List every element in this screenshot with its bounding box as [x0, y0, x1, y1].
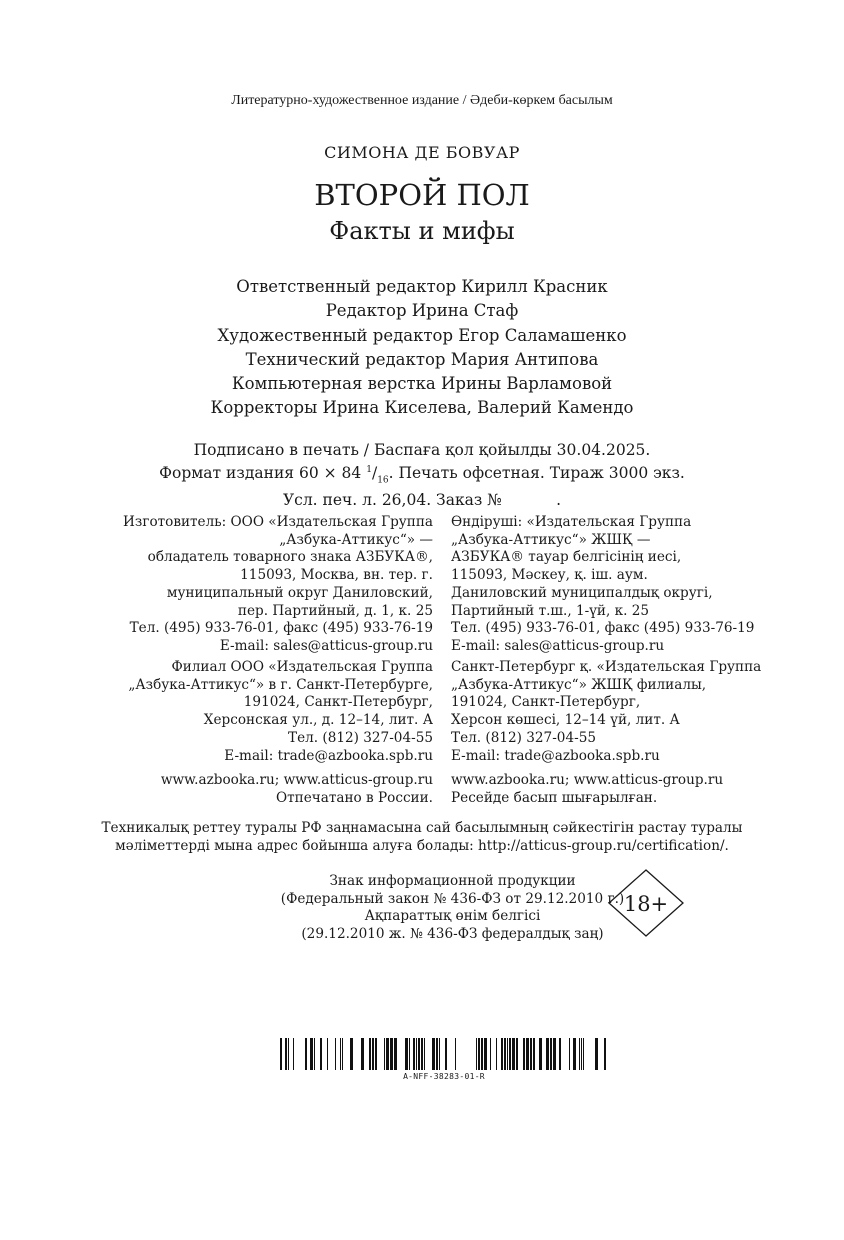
manufacturer-kz-line: 115093, Мәскеу, қ. іш. аум. — [451, 567, 648, 584]
barcode-bar — [569, 1038, 570, 1070]
branch-kz-line: „Азбука-Аттикус“» ЖШҚ филиалы, — [451, 676, 707, 693]
barcode-bar — [550, 1038, 552, 1070]
web-ru — [100, 772, 433, 807]
manufacturer-ru-line: E-mail: sales@atticus-group.ru — [219, 637, 433, 654]
manufacturer-ru-line: Тел. (495) 933-76-01, факс (495) 933-76-19 — [129, 620, 433, 637]
barcode-bar — [509, 1038, 511, 1070]
format-denominator: 16 — [377, 475, 389, 486]
credit-line: Корректоры Ирина Киселева, Валерий Камендо — [210, 398, 634, 418]
barcode-bar — [424, 1038, 425, 1070]
barcode-bar — [418, 1038, 420, 1070]
book-title: ВТОРОЙ ПОЛ — [314, 178, 530, 212]
branch-kz-line: E-mail: trade@azbooka.spb.ru — [451, 747, 660, 764]
age-rating-text: 18+ — [623, 892, 669, 916]
barcode-bar — [361, 1038, 364, 1070]
branch-kz-line: Херсон көшесі, 12–14 үй, лит. А — [451, 712, 680, 729]
barcode-bar — [478, 1038, 480, 1070]
web-kz-line: Ресейде басып шығарылған. — [451, 789, 658, 806]
signed-line: Подписано в печать / Баспаға қол қойылды 30.04.2025. — [193, 441, 651, 459]
barcode-bar — [375, 1038, 377, 1070]
barcode-bar — [288, 1038, 289, 1070]
credit-line: Ответственный редактор Кирилл Красник — [236, 277, 608, 296]
barcode-bar — [581, 1038, 582, 1070]
barcode-bar — [369, 1038, 371, 1070]
info-mark-line: (29.12.2010 ж. № 436-ФЗ федералдық заң) — [301, 925, 604, 942]
barcode-bar — [504, 1038, 506, 1070]
credit-line: Компьютерная верстка Ирины Варламовой — [231, 374, 613, 394]
manufacturer-kz-line: Тел. (495) 933-76-01, факс (495) 933-76-19 — [451, 620, 755, 637]
barcode-bar — [439, 1038, 440, 1070]
manufacturer-kz-line: Партийный т.ш., 1-үй, к. 25 — [451, 602, 650, 619]
web-kz-line: www.azbooka.ru; www.atticus-group.ru — [451, 772, 724, 788]
web-ru-line: www.azbooka.ru; www.atticus-group.ru — [160, 772, 433, 788]
barcode-bar — [530, 1038, 532, 1070]
barcode-bar — [455, 1038, 456, 1070]
credit-line: Художественный редактор Егор Саламашенко — [217, 325, 627, 345]
barcode-bar — [579, 1038, 580, 1070]
barcode-bar — [501, 1038, 503, 1070]
manufacturer-ru-line: „Азбука-Аттикус“» — — [279, 531, 433, 548]
barcode-bar — [394, 1038, 397, 1070]
manufacturer-kz — [451, 514, 781, 656]
manufacturer-ru-line: Изготовитель: ООО «Издательская Группа — [123, 514, 433, 530]
info-mark-line: Ақпараттық өнім белгісі — [364, 908, 541, 924]
manufacturer-ru — [100, 514, 433, 656]
barcode-bar — [372, 1038, 374, 1070]
web-ru-line: Отпечатано в России. — [275, 789, 433, 806]
info-mark-line: (Федеральный закон № 436-ФЗ от 29.12.2010 г.) — [280, 890, 625, 907]
barcode-text: A-NFF-38283-01-R — [403, 1072, 485, 1081]
author-name: СИМОНА ДЕ БОВУАР — [324, 143, 520, 162]
barcode — [280, 1038, 608, 1070]
print-details — [0, 441, 844, 511]
format-line: Формат издания 60 × 84 $^1/_{16}$. Печать офсетная. Тираж 3000 экз. — [159, 463, 685, 486]
barcode-bar — [546, 1038, 549, 1070]
barcode-bar — [507, 1038, 508, 1070]
format-numerator: 1 — [366, 464, 372, 475]
barcode-bar — [476, 1038, 477, 1070]
barcode-bar — [595, 1038, 598, 1070]
barcode-bar — [335, 1038, 336, 1070]
branch-kz-line: 191024, Санкт-Петербург, — [451, 694, 641, 711]
web-kz — [451, 772, 781, 807]
credits-block — [0, 275, 844, 421]
barcode-bar — [516, 1038, 518, 1070]
format-suffix: . Печать офсетная. Тираж 3000 экз. — [388, 463, 685, 482]
branch-ru-line: 191024, Санкт-Петербург, — [243, 694, 433, 711]
certification-line: Техникалық реттеу туралы РФ заңнамасына сай басылымның сәйкестігін растау туралы — [101, 820, 743, 836]
barcode-bar — [553, 1038, 556, 1070]
barcode-bar — [481, 1038, 483, 1070]
barcode-bar — [342, 1038, 343, 1070]
manufacturer-kz-line: Өндіруші: «Издательская Группа — [451, 514, 692, 530]
barcode-bar — [413, 1038, 415, 1070]
barcode-bar — [314, 1038, 315, 1070]
barcode-bar — [409, 1038, 410, 1070]
barcode-bar — [583, 1038, 584, 1070]
barcode-bar — [490, 1038, 491, 1070]
barcode-bar — [604, 1038, 606, 1070]
manufacturer-kz-line: Даниловский муниципалдық округі, — [451, 584, 713, 601]
genre-line: Литературно-художественное издание / Әдеби-көркем басылым — [231, 93, 613, 108]
info-mark-line: Знак информационной продукции — [329, 873, 576, 889]
barcode-bar — [445, 1038, 447, 1070]
certification-line: мәліметтерді мына адрес бойынша алуға болады: http://atticus-group.ru/certification/. — [115, 837, 729, 854]
manufacturer-ru-line: 115093, Москва, вн. тер. г. — [240, 567, 433, 584]
order-line: Усл. печ. л. 26,04. Заказ № . — [282, 490, 562, 509]
barcode-bar — [523, 1038, 525, 1070]
manufacturer-ru-line: пер. Партийный, д. 1, к. 25 — [237, 602, 433, 619]
barcode-bar — [416, 1038, 417, 1070]
credit-line: Редактор Ирина Стаф — [325, 301, 519, 321]
barcode-bar — [405, 1038, 408, 1070]
barcode-bar — [421, 1038, 423, 1070]
barcode-bar — [340, 1038, 341, 1070]
book-subtitle: Факты и мифы — [329, 217, 515, 245]
barcode-bar — [533, 1038, 535, 1070]
branch-ru-line: Филиал ООО «Издательская Группа — [171, 659, 433, 675]
barcode-bar — [384, 1038, 385, 1070]
branch-ru — [100, 659, 433, 765]
barcode-bar — [305, 1038, 307, 1070]
barcode-bar — [320, 1038, 322, 1070]
manufacturer-kz-line: „Азбука-Аттикус“» ЖШҚ — — [451, 531, 651, 548]
barcode-bar — [432, 1038, 435, 1070]
branch-ru-line: Тел. (812) 327-04-55 — [288, 729, 433, 746]
barcode-bar — [386, 1038, 389, 1070]
info-mark — [240, 873, 665, 943]
manufacturer-ru-line: муниципальный округ Даниловский, — [166, 584, 433, 601]
branch-kz-line: Санкт-Петербург қ. «Издательская Группа — [451, 659, 762, 675]
branch-ru-line: „Азбука-Аттикус“» в г. Санкт-Петербурге, — [128, 676, 433, 693]
manufacturer-kz-line: АЗБУКА® тауар белгісінің иесі, — [451, 549, 682, 566]
barcode-bar — [285, 1038, 287, 1070]
age-rating-badge — [608, 869, 684, 937]
barcode-bar — [484, 1038, 487, 1070]
barcode-bar — [293, 1038, 294, 1070]
barcode-bar — [280, 1038, 282, 1070]
certification-note — [0, 820, 844, 855]
barcode-bar — [526, 1038, 529, 1070]
barcode-bar — [573, 1038, 576, 1070]
barcode-bar — [436, 1038, 438, 1070]
barcode-bar — [310, 1038, 313, 1070]
branch-ru-line: Херсонская ул., д. 12–14, лит. А — [203, 712, 433, 729]
credit-line: Технический редактор Мария Антипова — [245, 349, 599, 369]
barcode-bar — [496, 1038, 497, 1070]
barcode-bar — [390, 1038, 393, 1070]
manufacturer-ru-line: обладатель товарного знака АЗБУКА®, — [147, 549, 433, 566]
branch-kz — [451, 659, 781, 765]
branch-ru-line: E-mail: trade@azbooka.spb.ru — [224, 747, 433, 764]
manufacturer-kz-line: E-mail: sales@atticus-group.ru — [451, 637, 665, 654]
format-prefix: Формат издания 60 × 84 — [159, 463, 362, 482]
barcode-bar — [559, 1038, 561, 1070]
barcode-bar — [327, 1038, 328, 1070]
branch-kz-line: Тел. (812) 327-04-55 — [451, 729, 596, 746]
barcode-bar — [512, 1038, 515, 1070]
barcode-bar — [350, 1038, 353, 1070]
barcode-bar — [539, 1038, 542, 1070]
